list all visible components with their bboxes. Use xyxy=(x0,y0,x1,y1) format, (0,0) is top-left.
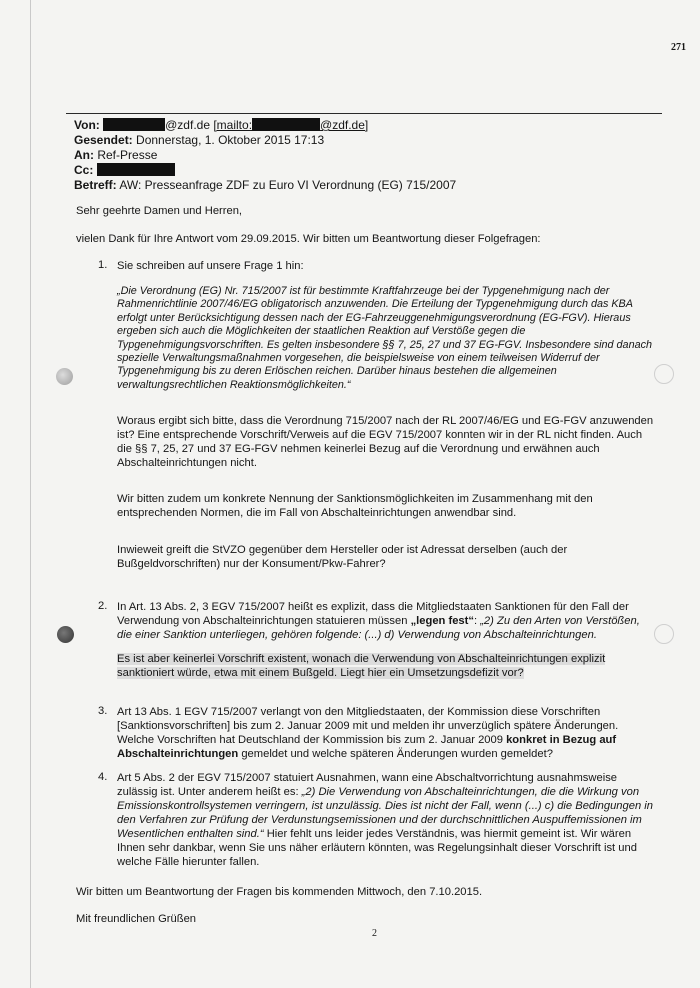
emphasis-abschalteinrichtungen: konkret in Bezug auf Abschalteinrichtungen xyxy=(117,734,617,760)
to-row xyxy=(74,148,456,163)
to-label: An: xyxy=(74,148,94,162)
item-2-text: In Art. 13 Abs. 2, 3 EGV 715/2007 heißt es explizit, dass die Mitgliedstaaten Sanktionen für den Fall der Verwendung von Abschalteinrichtungen statuieren müssen „legen fest“: „2) Zu den Arten von Verstößen, die einer Sanktion unterliegen, gehören folgende: (...) d) Verwendung von Abschalteinrichtungen. xyxy=(117,601,640,641)
cc-row xyxy=(74,163,456,178)
to-value: Ref-Presse xyxy=(97,148,158,162)
item-number: 2. xyxy=(98,600,108,612)
item-1-question-3: Inwieweit greift die StVZO gegenüber dem Hersteller oder ist Adressat derselben (auch der Bußgeldvorschriften) nur der Konsument/Pkw-Fahrer? xyxy=(117,544,568,570)
item-4-text: Art 5 Abs. 2 der EGV 715/2007 statuiert Ausnahmen, wann eine Abschaltvorrichtung ausnahmsweise zulässig ist. Unter anderem heißt es: „2) Die Verwendung von Abschalteinrichtungen, die die Wirkung von Emissionskontrollsystemen verringern, ist unzulässig. Dies ist nicht der Fall, wenn (...) c) die Bedingungen in den Verfahren zur Prüfung der Verdunstungsemissionen und der durchschnittlichen Auspuffemissionen im Wesentlichen enthalten sind.“ Hier fehlt uns leider jedes Verständnis, was hiermit gemeint ist. Wir wären Ihnen sehr dankbar, wenn Sie uns näher erläutern könnten, was Regelungsinhalt dieser Vorschrift ist und welche Fälle hierunter fallen. xyxy=(117,772,653,868)
greeting: Sehr geehrte Damen und Herren, xyxy=(76,205,243,217)
sent-value: Donnerstag, 1. Oktober 2015 17:13 xyxy=(136,133,325,147)
subject-value: AW: Presseanfrage ZDF zu Euro VI Verordnung (EG) 715/2007 xyxy=(119,178,457,192)
item-1-lead: Sie schreiben auf unsere Frage 1 hin: xyxy=(117,260,304,272)
item-4-quote: „2) Die Verwendung von Abschalteinrichtungen, die die Wirkung von Emissionskontrollsystemen verringern, ist unzulässig. Dies ist nicht der Fall, wenn (...) c) die Bedingungen in den Verfahren zur Prüfung der Verdunstungsemissionen und der durchschnittlichen Auspuffemissionen im Wesentlichen enthalten sind.“ xyxy=(117,786,653,840)
sent-label: Gesendet: xyxy=(74,133,133,147)
item-number: 4. xyxy=(98,771,108,783)
item-2-question: Es ist aber keinerlei Vorschrift existent, wonach die Verwendung von Abschalteinrichtungen explizit sanktioniert würde, etwa mit einem Bußgeld. Liegt hier ein Umsetzungsdefizit vor? xyxy=(117,653,606,679)
from-label: Von: xyxy=(74,118,100,132)
item-1-question-2: Wir bitten zudem um konkrete Nennung der Sanktionsmöglichkeiten im Zusammenhang mit den entsprechenden Normen, die im Fall von Abschalteinrichtungen anwendbar sind. xyxy=(117,493,593,519)
page-number: 271 xyxy=(671,42,686,53)
item-1-quote: „Die Verordnung (EG) Nr. 715/2007 ist für bestimmte Kraftfahrzeuge bei der Typgenehmigung nach der Rahmenrichtlinie 2007/46/EG obligatorisch anzuwenden. Die Erteilung der Typgenehmigung durch das KBA erfolgt unter Berücksichtigung dessen nach der EG-Fahrzeuggenehmigungsverordnung (EG-FGV). Hieraus ergeben sich auch die Möglichkeiten der staatlichen Reaktion auf Verstöße gegen die Typgenehmigungsvorschriften. Es gelten insbesondere §§ 7, 25, 27 und 37 EG-FGV. Insbesondere sind danach spezielle Verwaltungsmaßnahmen vorgesehen, die beispielsweise von einem teilweisen Widerruf der Typgenehmigung bis zu deren Erlöschen reichen. Darüber hinaus bestehen die allgemeinen verwaltungsrechtlichen Reaktionsmöglichkeiten.“ xyxy=(117,285,652,391)
item-2-quote: „2) Zu den Arten von Verstößen, die einer Sanktion unterliegen, gehören folgende: (...) d) Verwendung von Abschalteinrichtungen. xyxy=(117,615,640,641)
cc-label: Cc: xyxy=(74,163,94,177)
item-number: 1. xyxy=(98,259,108,271)
item-1-question-1: Woraus ergibt sich bitte, dass die Verordnung 715/2007 nach der RL 2007/46/EG und EG-FGV anzuwenden ist? Eine entsprechende Vorschrift/Verweis auf die EGV 715/2007 konnten wir in der RL nicht finden. Auch die §§ 7, 25, 27 und 37 EG-FGV nehmen keinerlei Bezug auf die Verordnung und erwähnen auch Abschalteinrichtungen nicht. xyxy=(117,415,654,469)
email-header xyxy=(74,118,456,193)
subject-row xyxy=(74,178,456,193)
redaction-bar xyxy=(97,163,175,176)
closing-request: Wir bitten um Beantwortung der Fragen bis kommenden Mittwoch, den 7.10.2015. xyxy=(76,886,483,898)
punch-hole xyxy=(56,368,73,385)
footer-page-number: 2 xyxy=(372,928,377,939)
intro-paragraph: vielen Dank für Ihre Antwort vom 29.09.2015. Wir bitten um Beantwortung dieser Folgefragen: xyxy=(76,233,541,245)
binding-line xyxy=(30,0,31,988)
subject-label: Betreff: xyxy=(74,178,117,192)
mailto-link[interactable]: [mailto: @zdf.de] xyxy=(213,118,369,132)
punch-hole-ghost xyxy=(654,364,674,384)
from-row xyxy=(74,118,456,133)
redaction-bar xyxy=(252,118,320,131)
header-divider xyxy=(66,113,662,114)
redaction-bar xyxy=(103,118,165,131)
emphasis-legen-fest: „legen fest“ xyxy=(410,615,474,627)
sign-off: Mit freundlichen Grüßen xyxy=(76,913,197,925)
from-domain: @zdf.de xyxy=(165,118,210,132)
punch-hole-ghost xyxy=(654,624,674,644)
punch-hole xyxy=(57,626,74,643)
item-3-text: Art 13 Abs. 1 EGV 715/2007 verlangt von den Mitgliedstaaten, der Kommission diese Vorschriften [Sanktionsvorschriften] bis zum 2. Januar 2009 mit und melden ihr unverzüglich spätere Änderungen. Welche Vorschriften hat Deutschland der Kommission bis zum 2. Januar 2009 konkret in Bezug auf Abschalteinrichtungen gemeldet und welche späteren Änderungen wurden gemeldet? xyxy=(117,706,619,760)
sent-row xyxy=(74,133,456,148)
item-number: 3. xyxy=(98,705,108,717)
